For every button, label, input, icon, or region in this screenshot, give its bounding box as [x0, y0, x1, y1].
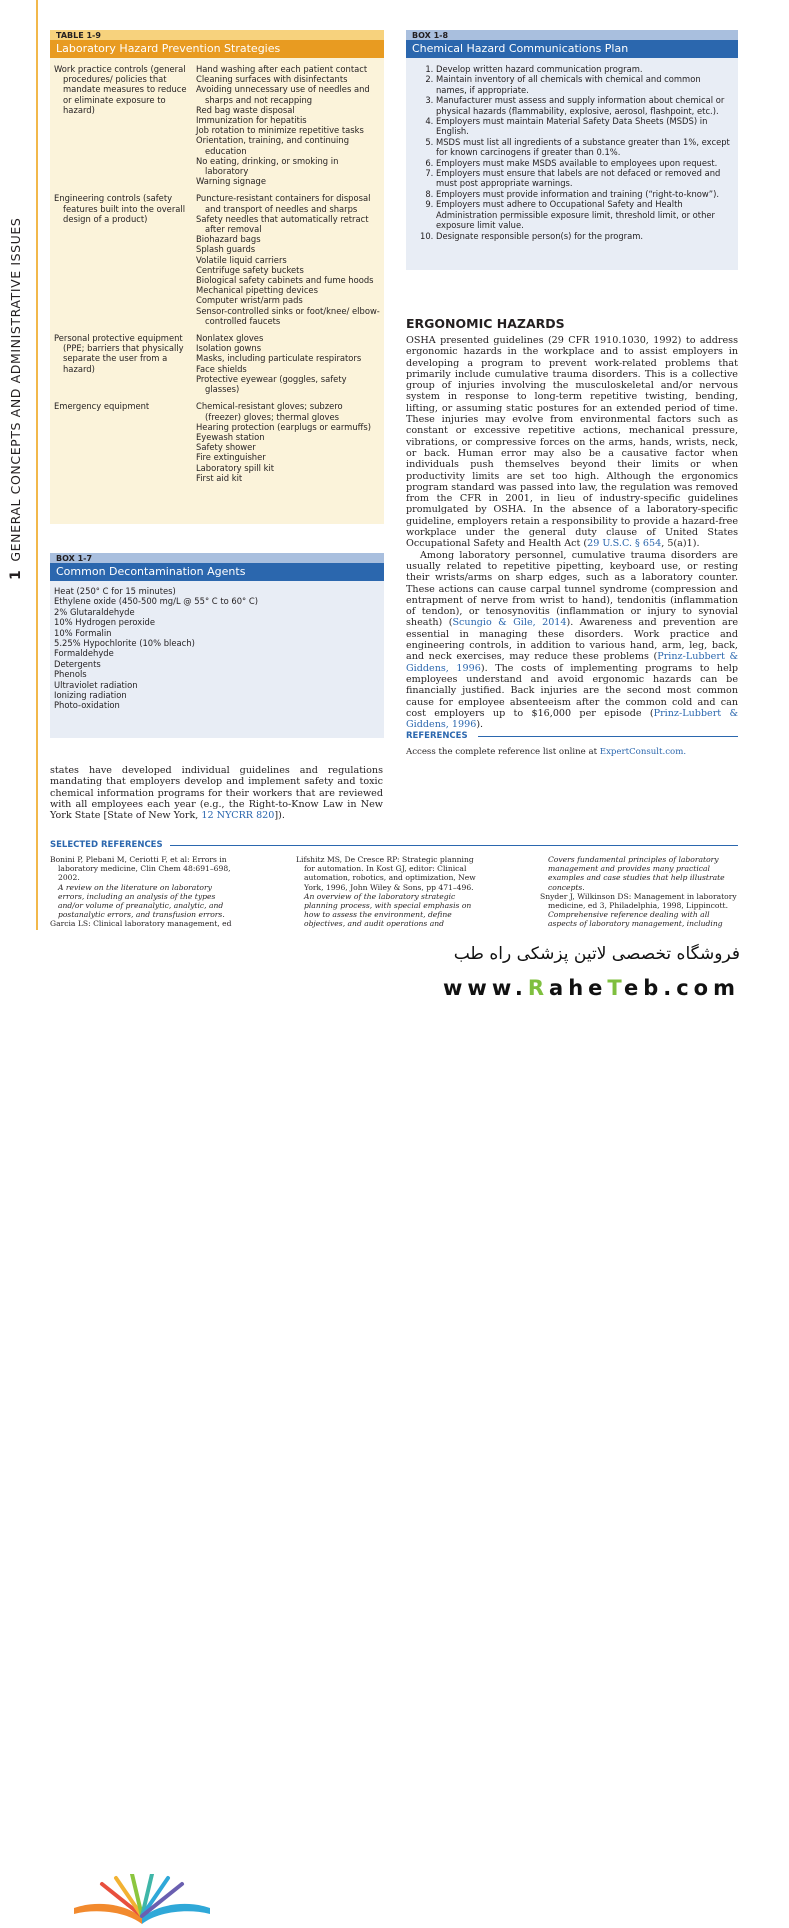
list-item: Splash guards — [196, 244, 256, 255]
table-title: Laboratory Hazard Prevention Strategies — [50, 40, 384, 58]
list-item: 10. Designate responsible person(s) for the program. — [436, 231, 732, 241]
sidebar-rule — [36, 0, 38, 930]
book-logo-icon — [72, 1874, 212, 1928]
list-item: Orientation, training, and continuing education — [196, 135, 350, 156]
citation-link[interactable]: 12 NYCRR 820 — [201, 810, 275, 822]
table-cell-category — [54, 193, 196, 333]
list-item: Safety shower — [196, 442, 256, 453]
sidebar-chapter-label: 1GENERAL CONCEPTS AND ADMINISTRATIVE ISSUES — [8, 217, 24, 580]
list-item: Formaldehyde — [54, 648, 114, 659]
reference-annotation: Covers fundamental principles of laboratory management and provides many practical examples and case studies that help illustrate concepts. — [548, 855, 725, 892]
selected-references-rule — [170, 845, 738, 846]
references-text: Access the complete reference list online at ExpertConsult.com. — [406, 747, 687, 757]
list-item: 10% Formalin — [54, 627, 112, 638]
paragraph: Among laboratory personnel, cumulative trauma disorders are usually related to repetitive pipetting, keyboard use, or resting their wrists/arms on sharp edges, such as a laboratory counter. These actions can cause carpal tunnel syndrome (compression and entrapment of nerve from wrist to hand), tendonitis (inflammation of tendon), or tenosynovitis (inflammation or injury to synovial sheath) (Scungio & Gile, 2014). Awareness and prevention are essential in managing these disorders. Work practice and engineering controls, in addition to various hand, arm, leg, back, and neck exercises, may reduce these problems (Prinz-Lubbert & Giddens, 1996). The costs of implementing programs to help employees understand and avoid ergonomic hazards can be financially justified. Back injuries are the second most common cause for employee absenteeism after the common cold and can cost employers up to $16,000 per episode (Prinz-Lubbert & Giddens, 1996). — [406, 549, 738, 731]
category-text: Emergency equipment — [54, 401, 150, 412]
table-cell-items — [196, 193, 380, 333]
list-item: Volatile liquid carriers — [196, 254, 287, 265]
states-paragraph: states have developed individual guidelines and regulations mandating that employers develop and implement safety and toxic chemical information programs for their workers that are reviewed with all employees each year (e.g., the Right-to-Know Law in New York State [State of New York, 12 NYCRR 820]). — [50, 765, 383, 822]
list-item: Fire extinguisher — [196, 452, 266, 463]
list-item: Sensor-controlled sinks or foot/knee/ elbow-controlled faucets — [196, 305, 380, 326]
list-item: Warning signage — [196, 176, 267, 187]
list-item: Face shields — [196, 363, 247, 374]
list-item: Centrifuge safety buckets — [196, 264, 304, 275]
box-title: Common Decontamination Agents — [50, 563, 384, 581]
table-row — [54, 333, 380, 401]
list-item: Detergents — [54, 658, 101, 669]
list-item: Eyewash station — [196, 431, 265, 442]
table-1-9 — [50, 30, 384, 524]
list-item: Safety needles that automatically retract after removal — [196, 213, 369, 235]
category-text: Work practice controls (general procedures/ policies that mandate measures to reduce or eliminate exposure to hazard) — [54, 64, 187, 115]
table-cell-category — [54, 64, 196, 193]
box-tag: BOX 1-7 — [50, 553, 384, 563]
table-tag: TABLE 1-9 — [50, 30, 384, 40]
list-item: 7. Employers must ensure that labels are not defaced or removed and must post appropriate warnings. — [436, 168, 732, 189]
table-cell-items — [196, 401, 380, 490]
list-item: Biohazard bags — [196, 234, 261, 245]
list-item: 4. Employers must maintain Material Safety Data Sheets (MSDS) in English. — [436, 116, 732, 137]
decontamination-list — [50, 581, 384, 711]
shop-name: فروشگاه تخصصی لاتین پزشکی راه طب — [453, 944, 740, 964]
list-item: 3. Manufacturer must assess and supply information about chemical or physical hazards (flammability, explosive, aerosol, flashpoint, etc.). — [436, 95, 732, 116]
list-item: 10% Hydrogen peroxide — [54, 617, 156, 628]
list-item: 5. MSDS must list all ingredients of a substance greater than 1%, except for known carcinogens if greater than 0.1%. — [436, 137, 732, 158]
references-rule — [478, 736, 738, 737]
reference-annotation: A review on the literature on laboratory errors, including an analysis of the types and/or volume of preanalytic, analytic, and postanalytic errors, and transfusion errors. — [58, 882, 225, 920]
list-item: Cleaning surfaces with disinfectants — [196, 74, 348, 85]
footer-banner — [0, 930, 789, 1010]
category-text: Engineering controls (safety features built into the overall design of a product) — [54, 193, 186, 224]
table-row — [54, 401, 380, 490]
box-1-7 — [50, 553, 384, 738]
list-item: 1. Develop written hazard communication program. — [436, 64, 732, 74]
reference-entry: Garcia LS: Clinical laboratory management, ed — [50, 919, 232, 929]
list-item: Mechanical pipetting devices — [196, 285, 318, 296]
list-item: Phenols — [54, 669, 87, 680]
citation-link[interactable]: Prinz-Lubbert & Giddens, 1996 — [406, 651, 738, 674]
references-heading: REFERENCES — [406, 731, 468, 741]
list-item: Puncture-resistant containers for disposal and transport of needles and sharps — [196, 193, 371, 214]
box-1-8 — [406, 30, 738, 270]
list-item: 5.25% Hypochlorite (10% bleach) — [54, 638, 195, 649]
citation-link[interactable]: Scungio & Gile, 2014 — [452, 617, 567, 629]
shop-url: www.RaheTeb.com — [443, 976, 740, 1000]
selected-references-heading: SELECTED REFERENCES — [50, 840, 163, 850]
list-item: Hand washing after each patient contact — [196, 64, 368, 74]
category-text: Personal protective equipment (PPE; barriers that physically separate the user from a hazard) — [54, 333, 184, 374]
list-item: 8. Employers must provide information and training (“right-to-know”). — [436, 189, 732, 199]
list-item: Laboratory spill kit — [196, 462, 275, 473]
selected-references-col-2 — [296, 855, 484, 938]
citation-link[interactable]: 29 U.S.C. § 654 — [587, 538, 662, 550]
reference-entry: Lifshitz MS, De Cresce RP: Strategic planning for automation. In Kost GJ, editor: Clinical automation, robotics, and optimization, New York, 1996, John Wiley & Sons, pp 471–496. — [296, 855, 476, 892]
list-item: Computer wrist/arm pads — [196, 295, 303, 306]
list-item: Photo-oxidation — [54, 700, 120, 711]
list-item: 9. Employers must adhere to Occupational Safety and Health Administration permissible exposure limit, threshold limit, or other exposure limit value. — [436, 199, 732, 230]
paragraph: OSHA presented guidelines (29 CFR 1910.1030, 1992) to address ergonomic hazards in the workplace and to assist employers in developing a program to prevent work-related problems that primarily include cumulative trauma disorders. This is a collective group of injuries involving the musculoskeletal and/or nervous system in response to long-term repetitive twisting, bending, lifting, or assuming static postures for an extended period of time. These injuries may evolve from environmental factors such as constant or excessive repetitive actions, mechanical pressure, vibrations, or compressive forces on the arms, hands, wrists, neck, or back. Human error may also be a causative factor when individuals push themselves beyond their limits or when productivity limits are set too high. Although the ergonomics program standard was passed into law, the regulation was removed from the CFR in 2001, in lieu of industry-specific guidelines promulgated by OSHA. In the absence of a laboratory-specific guideline, employers retain a responsibility to provide a hazard-free workplace under the general duty clause of United States Occupational Safety and Health Act (29 U.S.C. § 654, 5(a)1). — [406, 335, 739, 550]
list-item: Biological safety cabinets and fume hoods — [196, 275, 374, 286]
table-cell-category — [54, 401, 196, 490]
hazard-table — [54, 64, 380, 490]
sidebar — [0, 0, 46, 930]
ergonomic-text — [406, 335, 738, 730]
table-row — [54, 64, 380, 193]
list-item: Immunization for hepatitis — [196, 115, 307, 126]
reference-annotation: Comprehensive reference dealing with all aspects of laboratory management, including — [548, 910, 723, 929]
list-item: First aid kit — [196, 472, 243, 483]
list-item: 2% Glutaraldehyde — [54, 606, 135, 617]
selected-references-col-3 — [540, 855, 738, 938]
list-item: Avoiding unnecessary use of needles and sharps and not recapping — [196, 84, 370, 105]
box-title: Chemical Hazard Communications Plan — [406, 40, 738, 58]
table-cell-items — [196, 333, 380, 401]
list-item: Ultraviolet radiation — [54, 679, 138, 690]
list-item: No eating, drinking, or smoking in laboratory — [196, 155, 339, 177]
list-item: Nonlatex gloves — [196, 333, 264, 344]
list-item: Ionizing radiation — [54, 690, 127, 701]
list-item: Protective eyewear (goggles, safety glasses) — [196, 373, 347, 395]
list-item: Isolation gowns — [196, 343, 262, 354]
reference-entry: Bonini P, Plebani M, Ceriotti F, et al: Errors in laboratory medicine, Clin Chem 48:691–698, 2002. — [50, 855, 231, 883]
hazard-communication-list — [406, 64, 732, 241]
box-tag: BOX 1-8 — [406, 30, 738, 40]
table-row — [54, 193, 380, 333]
list-item: Ethylene oxide (450-500 mg/L @ 55° C to 60° C) — [54, 596, 259, 607]
list-item: Hearing protection (earplugs or earmuffs) — [196, 421, 372, 432]
list-item: Heat (250° C for 15 minutes) — [54, 586, 176, 596]
table-cell-category — [54, 333, 196, 401]
selected-references-col-1 — [50, 855, 236, 938]
list-item: 2. Maintain inventory of all chemicals with chemical and common names, if appropriate. — [436, 74, 732, 95]
section-heading: ERGONOMIC HAZARDS — [406, 316, 565, 331]
reference-entry: Snyder J, Wilkinson DS: Management in laboratory medicine, ed 3, Philadelphia, 1998, Lippincott. — [540, 891, 737, 911]
citation-link[interactable]: Prinz-Lubbert & Giddens, 1996 — [406, 707, 738, 731]
list-item: Job rotation to minimize repetitive tasks — [196, 125, 364, 136]
list-item: Red bag waste disposal — [196, 104, 295, 115]
table-cell-items — [196, 64, 380, 193]
reference-annotation: An overview of the laboratory strategic planning process, with special emphasis on how to assess the environment, define objectives, and audit operations and — [304, 891, 472, 929]
list-item: Chemical-resistant gloves; subzero (freezer) gloves; thermal gloves — [196, 401, 343, 422]
list-item: Masks, including particulate respirators — [196, 353, 362, 364]
list-item: 6. Employers must make MSDS available to employees upon request. — [436, 158, 732, 168]
expertconsult-link[interactable]: ExpertConsult.com. — [599, 747, 687, 757]
